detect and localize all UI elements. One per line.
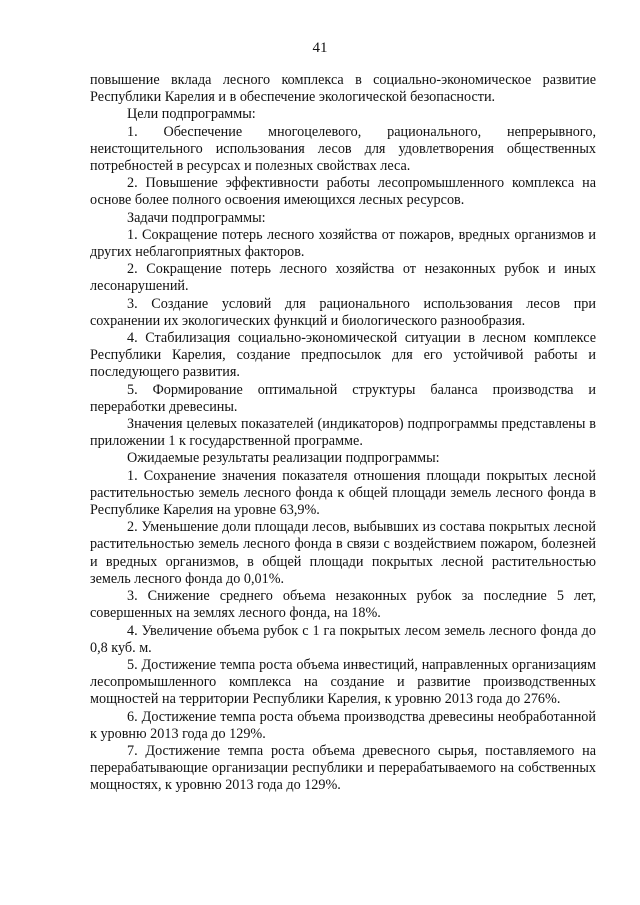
result-item-2: 2. Уменьшение доли площади лесов, выбывших из состава покрытых лесной растительностью земель лесного фонда в связи с воздействием пожаром, болезней и вредных организмов, в общей площади покрытых лесной растительностью земель лесного фонда до 0,01%.: [90, 519, 596, 587]
goal-item-1: 1. Обеспечение многоцелевого, рационального, непрерывного, неистощительного использования лесов для удовлетворения общественных потребностей в ресурсах и полезных свойствах леса.: [90, 123, 596, 175]
task-item-1: 1. Сокращение потерь лесного хозяйства от пожаров, вредных организмов и других неблагоприятных факторов.: [90, 226, 596, 261]
paragraph-continuation: повышение вклада лесного комплекса в социально-экономическое развитие Республики Карелия и в обеспечение экологической безопасности.: [90, 72, 596, 106]
result-item-1: 1. Сохранение значения показателя отношения площади покрытых лесной растительностью земель лесного фонда к общей площади земель лесного фонда в Республике Карелия на уровне 63,9%.: [90, 467, 596, 519]
result-item-7: 7. Достижение темпа роста объема древесного сырья, поставляемого на перерабатывающие организации республики и перерабатываемого на собственных мощностях, к уровню 2013 года до 129%.: [90, 742, 596, 794]
section-heading-goals: Цели подпрограммы:: [127, 106, 256, 123]
page-number: 41: [312, 40, 328, 56]
task-item-2: 2. Сокращение потерь лесного хозяйства от незаконных рубок и иных лесонарушений.: [90, 261, 596, 295]
task-item-4: 4. Стабилизация социально-экономической ситуации в лесном комплексе Республики Карелия, создание предпосылок для его устойчивой работы и последующего развития.: [90, 330, 596, 381]
section-heading-tasks: Задачи подпрограммы:: [127, 209, 266, 226]
result-item-6: 6. Достижение темпа роста объема производства древесины необработанной к уровню 2013 года до 129%.: [90, 708, 596, 742]
task-item-3: 3. Создание условий для рационального использования лесов при сохранении их экологических функций и биологического разнообразия.: [90, 295, 596, 329]
document-body: [90, 72, 596, 795]
goal-item-2: 2. Повышение эффективности работы лесопромышленного комплекса на основе более полного освоения имеющихся лесных ресурсов.: [90, 175, 596, 209]
result-item-3: 3. Снижение среднего объема незаконных рубок за последние 5 лет, совершенных на землях лесного фонда, на 18%.: [90, 588, 596, 622]
section-heading-results: Ожидаемые результаты реализации подпрограммы:: [127, 450, 440, 467]
result-item-4: 4. Увеличение объема рубок с 1 га покрытых лесом земель лесного фонда до 0,8 куб. м.: [90, 622, 596, 656]
indicators-note: Значения целевых показателей (индикаторов) подпрограммы представлены в приложении 1 к государственной программе.: [90, 416, 596, 450]
task-item-5: 5. Формирование оптимальной структуры баланса производства и переработки древесины.: [90, 381, 596, 415]
result-item-5: 5. Достижение темпа роста объема инвестиций, направленных организациям лесопромышленного комплекса на создание и развитие производственных мощностей на территории Республики Карелия, к уровню 2013 года до 276%.: [90, 656, 596, 708]
